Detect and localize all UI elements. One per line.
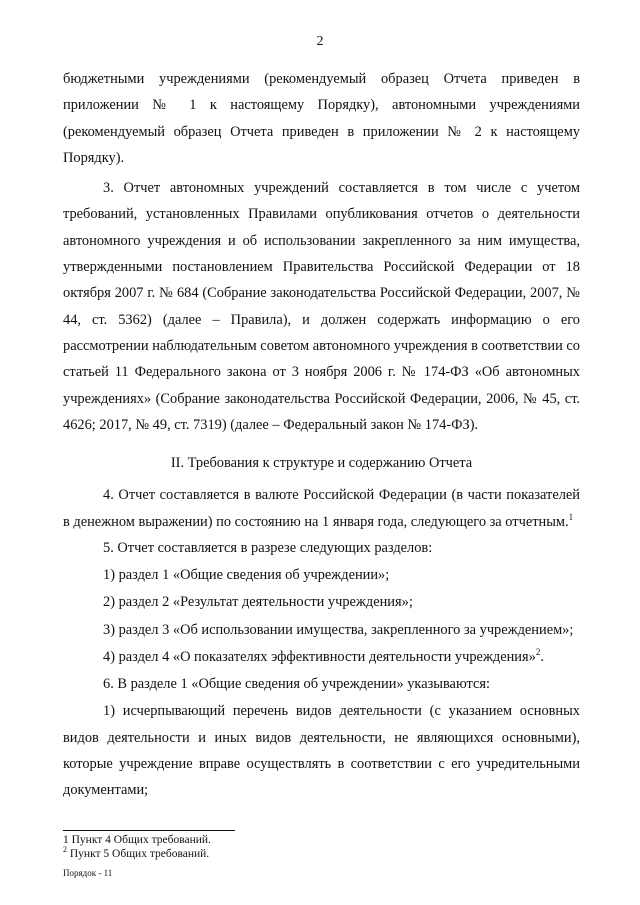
document-code: Порядок - 11 (63, 868, 113, 878)
footnote-1-mark: 1 (63, 834, 69, 846)
list-item-section-1: 1) раздел 1 «Общие сведения об учреждении»; (103, 567, 390, 584)
list-item-section-4 (63, 644, 580, 671)
paragraph-item-3: 3. Отчет автономных учреждений составляется в том числе с учетом требований, установленных Правилами опубликования отчетов о деятельности автономного учреждения и об использовании закрепленного за ним имущества, утвержденными постановлением Правительства Российской Федерации от 18 октября 2007 г. № 684 (Собрание законодательства Российской Федерации, 2007, № 44, ст. 5362) (далее – Правила), и должен содержать информацию о его рассмотрении наблюдательным советом автономного учреждения в соответствии со статьей 11 Федерального закона от 3 ноября 2006 г. № 174-ФЗ «Об автономных учреждениях» (Собрание законодательства Российской Федерации, 2006, № 45, ст. 4626; 2017, № 49, ст. 7319) (далее – Федеральный закон № 174-ФЗ). (63, 180, 580, 433)
paragraph-item-4-text: 4. Отчет составляется в валюте Российской Федерации (в части показателей в денежном выражении) по состоянию на 1 января года, следующего за отчетным. (63, 487, 580, 530)
list-item-section-3: 3) раздел 3 «Об использовании имущества, закрепленного за учреждением»; (103, 621, 574, 638)
list-item-activities: 1) исчерпывающий перечень видов деятельности (с указанием основных видов деятельности и иных видов деятельности, не являющихся основными), которые учреждение вправе осуществлять в соответствии с его учредительными документами; (63, 703, 580, 799)
list-item-section-2: 2) раздел 2 «Результат деятельности учреждения»; (103, 594, 413, 611)
footnote-ref-2: 2 (535, 647, 541, 658)
list-item-section-4-end: . (540, 648, 544, 665)
paragraph-item-4 (63, 482, 580, 535)
footnote-1 (63, 833, 211, 847)
page-number: 2 (316, 34, 324, 49)
section-heading: II. Требования к структуре и содержанию Отчета (170, 455, 473, 472)
paragraph-continuation: бюджетными учреждениями (рекомендуемый образец Отчета приведен в приложении № 1 к настоящему Порядку), автономными учреждениями (рекомендуемый образец Отчета приведен в приложении № 2 к настоящему Порядку). (63, 71, 580, 166)
list-item-section-4-text: 4) раздел 4 «О показателях эффективности деятельности учреждения» (103, 648, 536, 665)
footnote-2 (63, 847, 211, 861)
footnote-2-mark: 2 (63, 845, 67, 855)
paragraph-item-6: 6. В разделе 1 «Общие сведения об учреждении» указываются: (103, 676, 490, 693)
footnote-1-text: Пункт 4 Общих требований. (71, 834, 211, 846)
footnotes (63, 833, 211, 861)
body-text (63, 66, 580, 803)
footnote-ref-1: 1 (568, 511, 574, 522)
footnote-2-text: Пункт 5 Общих требований. (69, 848, 210, 860)
paragraph-item-5: 5. Отчет составляется в разрезе следующих разделов: (103, 540, 433, 557)
footnote-divider (63, 830, 235, 831)
